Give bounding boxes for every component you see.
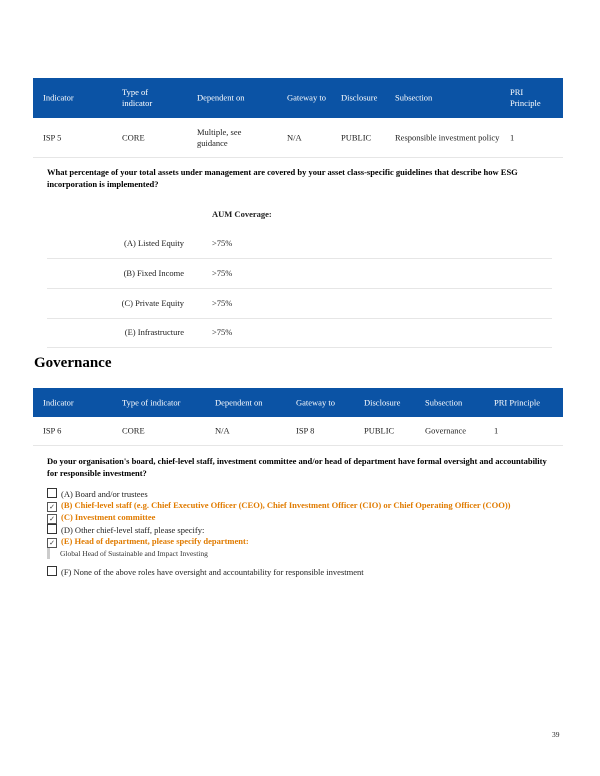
cell-subsection: Governance: [425, 425, 467, 436]
cell-pri: 1: [494, 425, 499, 436]
checkbox-checked-icon[interactable]: ✓: [47, 514, 57, 524]
cell-disclosure: PUBLIC: [364, 425, 395, 436]
option-label: (F) None of the above roles have oversight and accountability for responsible investment: [61, 567, 364, 577]
header-gateway: Gateway to: [287, 92, 326, 103]
option-label: (B) Chief-level staff (e.g. Chief Executive Officer (CEO), Chief Investment Officer (CIO) or Chief Operating Officer (COO)): [61, 500, 511, 510]
option-d[interactable]: [47, 524, 557, 536]
page-number: 39: [552, 730, 560, 739]
checkbox-icon[interactable]: [47, 524, 57, 534]
option-c[interactable]: [47, 512, 557, 524]
aum-row: [47, 228, 552, 259]
header-subsection: Subsection: [395, 92, 433, 103]
header-pri: PRI Principle: [510, 87, 541, 108]
oversight-question-block: [47, 455, 557, 578]
header-subsection: Subsection: [425, 397, 463, 407]
cell-disclosure: PUBLIC: [341, 132, 372, 142]
checkbox-checked-icon[interactable]: ✓: [47, 538, 57, 548]
header-dependent: Dependent on: [215, 397, 263, 407]
header-type: Type of indicator: [122, 87, 153, 108]
checkbox-icon[interactable]: [47, 488, 57, 498]
header-dependent: Dependent on: [197, 92, 245, 103]
department-answer: Global Head of Sustainable and Impact Investing: [47, 548, 557, 559]
aum-header: AUM Coverage:: [212, 209, 272, 219]
indicator-table-isp6: [33, 388, 563, 446]
option-label: (D) Other chief-level staff, please specify:: [61, 525, 205, 535]
cell-pri: 1: [510, 132, 515, 142]
option-label: (E) Head of department, please specify department:: [61, 536, 249, 546]
option-label: (A) Board and/or trustees: [61, 489, 148, 499]
aum-label: (E) Infrastructure: [124, 327, 184, 337]
cell-gateway: ISP 8: [296, 425, 315, 436]
header-pri: PRI Principle: [494, 397, 541, 407]
option-f[interactable]: [47, 566, 557, 578]
cell-indicator: ISP 5: [43, 132, 62, 142]
aum-row: [47, 258, 552, 289]
header-indicator: Indicator: [43, 397, 74, 407]
cell-dependent: N/A: [215, 425, 230, 436]
cell-type: CORE: [122, 132, 145, 142]
header-disclosure: Disclosure: [364, 397, 401, 407]
cell-subsection: Responsible investment policy: [395, 132, 500, 142]
table-row: [33, 417, 563, 446]
aum-value: >75%: [212, 327, 233, 337]
header-indicator: Indicator: [43, 92, 74, 103]
cell-indicator: ISP 6: [43, 425, 62, 436]
table-header: [33, 388, 563, 417]
option-b[interactable]: [47, 500, 557, 512]
aum-value: >75%: [212, 238, 233, 248]
option-a[interactable]: [47, 488, 557, 500]
aum-label: (C) Private Equity: [121, 298, 184, 308]
aum-value: >75%: [212, 298, 233, 308]
indicator-table-isp5: [33, 78, 563, 158]
header-gateway: Gateway to: [296, 397, 335, 407]
table-header: [33, 78, 563, 118]
header-type: Type of indicator: [122, 397, 181, 407]
cell-gateway: N/A: [287, 132, 302, 142]
cell-dependent: Multiple, see guidance: [197, 126, 242, 148]
aum-label: (A) Listed Equity: [124, 238, 184, 248]
question-oversight: Do your organisation's board, chief-level staff, investment committee and/or head of department have formal oversight and accountability for responsible investment?: [47, 456, 547, 478]
table-row: [33, 118, 563, 158]
checkbox-icon[interactable]: [47, 566, 57, 576]
aum-row: [47, 317, 552, 348]
question-aum: What percentage of your total assets under management are covered by your asset class-specific guidelines that describe how ESG incorporation is implemented?: [47, 167, 518, 189]
option-e[interactable]: [47, 536, 557, 548]
checkbox-checked-icon[interactable]: ✓: [47, 502, 57, 512]
section-title: Governance: [34, 355, 112, 371]
option-label: (C) Investment committee: [61, 512, 156, 522]
header-disclosure: Disclosure: [341, 92, 378, 103]
cell-type: CORE: [122, 425, 145, 436]
aum-row: [47, 288, 552, 319]
aum-label: (B) Fixed Income: [123, 268, 184, 278]
aum-value: >75%: [212, 268, 233, 278]
